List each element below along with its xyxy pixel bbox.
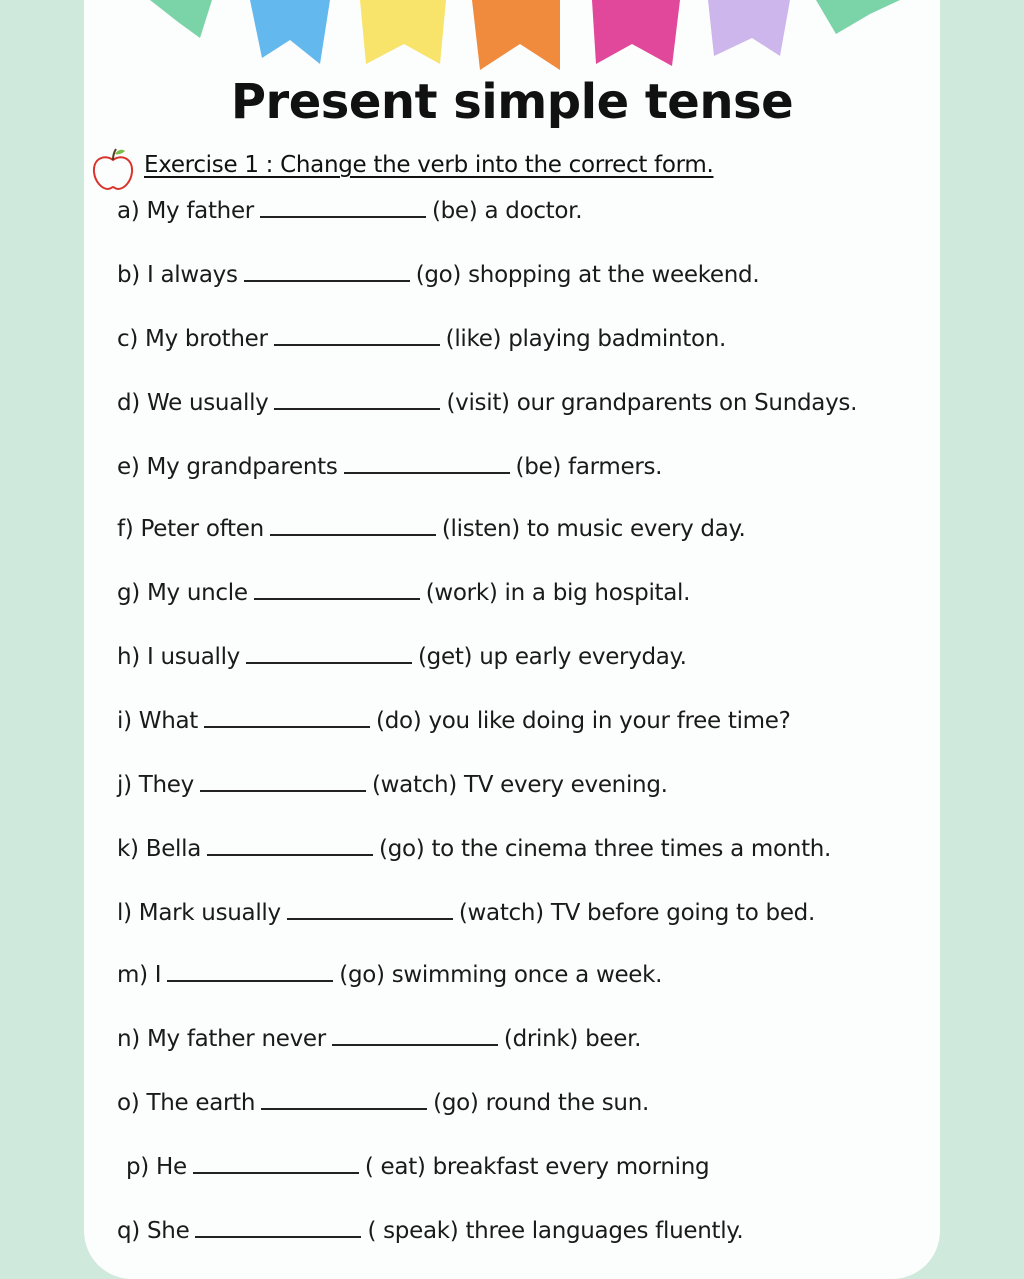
question-label: j) xyxy=(117,772,132,798)
answer-blank[interactable] xyxy=(167,980,333,982)
question-item xyxy=(117,708,791,734)
question-item xyxy=(117,580,690,606)
exercise-heading: Exercise 1 : Change the verb into the correct form. xyxy=(144,152,714,178)
question-text-before: Mark usually xyxy=(138,900,281,926)
answer-blank[interactable] xyxy=(254,598,420,600)
answer-blank[interactable] xyxy=(195,1236,361,1238)
question-item xyxy=(117,1090,649,1116)
question-label: f) xyxy=(117,516,134,542)
question-text-before: Peter often xyxy=(140,516,264,542)
question-label: h) xyxy=(117,644,140,670)
answer-blank[interactable] xyxy=(261,1108,427,1110)
question-item xyxy=(117,516,746,542)
question-text-after: (watch) TV every evening. xyxy=(371,772,668,798)
answer-blank[interactable] xyxy=(344,472,510,474)
question-text-after: (go) to the cinema three times a month. xyxy=(379,836,832,862)
question-text-before: I always xyxy=(147,262,238,288)
question-item xyxy=(117,390,857,416)
bunting-decoration xyxy=(0,0,1024,80)
question-label: k) xyxy=(117,836,139,862)
question-label: g) xyxy=(117,580,140,606)
question-text-before: Bella xyxy=(145,836,202,862)
question-item xyxy=(117,836,831,862)
question-label: e) xyxy=(117,454,140,480)
answer-blank[interactable] xyxy=(244,280,410,282)
question-text-after: (like) playing badminton. xyxy=(445,326,727,352)
question-text-after: (be) a doctor. xyxy=(431,198,583,224)
question-item xyxy=(117,772,668,798)
question-item xyxy=(117,454,662,480)
question-item xyxy=(117,262,759,288)
question-text-after: (go) swimming once a week. xyxy=(339,962,663,988)
question-text-after: (go) shopping at the weekend. xyxy=(415,262,760,288)
question-text-before: My brother xyxy=(145,326,268,352)
question-text-after: (work) in a big hospital. xyxy=(425,580,691,606)
question-label: q) xyxy=(117,1218,140,1244)
answer-blank[interactable] xyxy=(207,854,373,856)
question-item xyxy=(117,962,662,988)
bunting-flag xyxy=(250,0,330,64)
question-label: m) xyxy=(117,962,148,988)
question-text-before: She xyxy=(147,1218,190,1244)
question-text-before: My uncle xyxy=(147,580,248,606)
bunting-flag xyxy=(708,0,790,56)
question-text-before: My grandparents xyxy=(146,454,338,480)
question-item xyxy=(117,198,582,224)
question-text-before: The earth xyxy=(146,1090,256,1116)
bunting-flag xyxy=(816,0,900,34)
question-text-after: (get) up early everyday. xyxy=(418,644,687,670)
question-label: n) xyxy=(117,1026,140,1052)
question-text-after: (visit) our grandparents on Sundays. xyxy=(446,390,858,416)
question-text-before: They xyxy=(138,772,194,798)
answer-blank[interactable] xyxy=(193,1172,359,1174)
answer-blank[interactable] xyxy=(274,408,440,410)
bunting-flag xyxy=(360,0,446,64)
answer-blank[interactable] xyxy=(246,662,412,664)
answer-blank[interactable] xyxy=(204,726,370,728)
question-item xyxy=(126,1154,709,1180)
question-text-before: My father xyxy=(146,198,254,224)
answer-blank[interactable] xyxy=(332,1044,498,1046)
question-label: l) xyxy=(117,900,132,926)
page-title: Present simple tense xyxy=(230,74,794,130)
bunting-flag xyxy=(150,0,212,38)
question-text-after: (drink) beer. xyxy=(503,1026,642,1052)
answer-blank[interactable] xyxy=(260,216,426,218)
question-item xyxy=(117,1026,641,1052)
question-text-after: (go) round the sun. xyxy=(433,1090,649,1116)
apple-icon xyxy=(90,146,136,192)
question-item xyxy=(117,644,687,670)
question-text-after: (listen) to music every day. xyxy=(441,516,746,542)
question-item xyxy=(117,326,726,352)
question-text-before: My father never xyxy=(146,1026,326,1052)
question-label: i) xyxy=(117,708,132,734)
question-item xyxy=(117,900,815,926)
question-text-after: ( speak) three languages fluently. xyxy=(367,1218,744,1244)
question-text-after: (watch) TV before going to bed. xyxy=(458,900,815,926)
question-label: a) xyxy=(117,198,140,224)
answer-blank[interactable] xyxy=(200,790,366,792)
question-label: o) xyxy=(117,1090,140,1116)
answer-blank[interactable] xyxy=(270,534,436,536)
question-label: b) xyxy=(117,262,140,288)
question-text-before: I usually xyxy=(146,644,240,670)
question-text-before: He xyxy=(156,1154,187,1180)
bunting-flag xyxy=(472,0,560,70)
question-text-after: (do) you like doing in your free time? xyxy=(376,708,791,734)
question-label: c) xyxy=(117,326,139,352)
worksheet-page xyxy=(84,0,940,1279)
question-text-before: We usually xyxy=(147,390,269,416)
question-item xyxy=(117,1218,743,1244)
question-text-before: What xyxy=(138,708,199,734)
answer-blank[interactable] xyxy=(287,918,453,920)
question-text-before: I xyxy=(154,962,162,988)
question-label: p) xyxy=(126,1154,149,1180)
answer-blank[interactable] xyxy=(274,344,440,346)
question-label: d) xyxy=(117,390,140,416)
question-text-after: ( eat) breakfast every morning xyxy=(364,1154,710,1180)
bunting-flag xyxy=(592,0,680,66)
question-text-after: (be) farmers. xyxy=(515,454,663,480)
